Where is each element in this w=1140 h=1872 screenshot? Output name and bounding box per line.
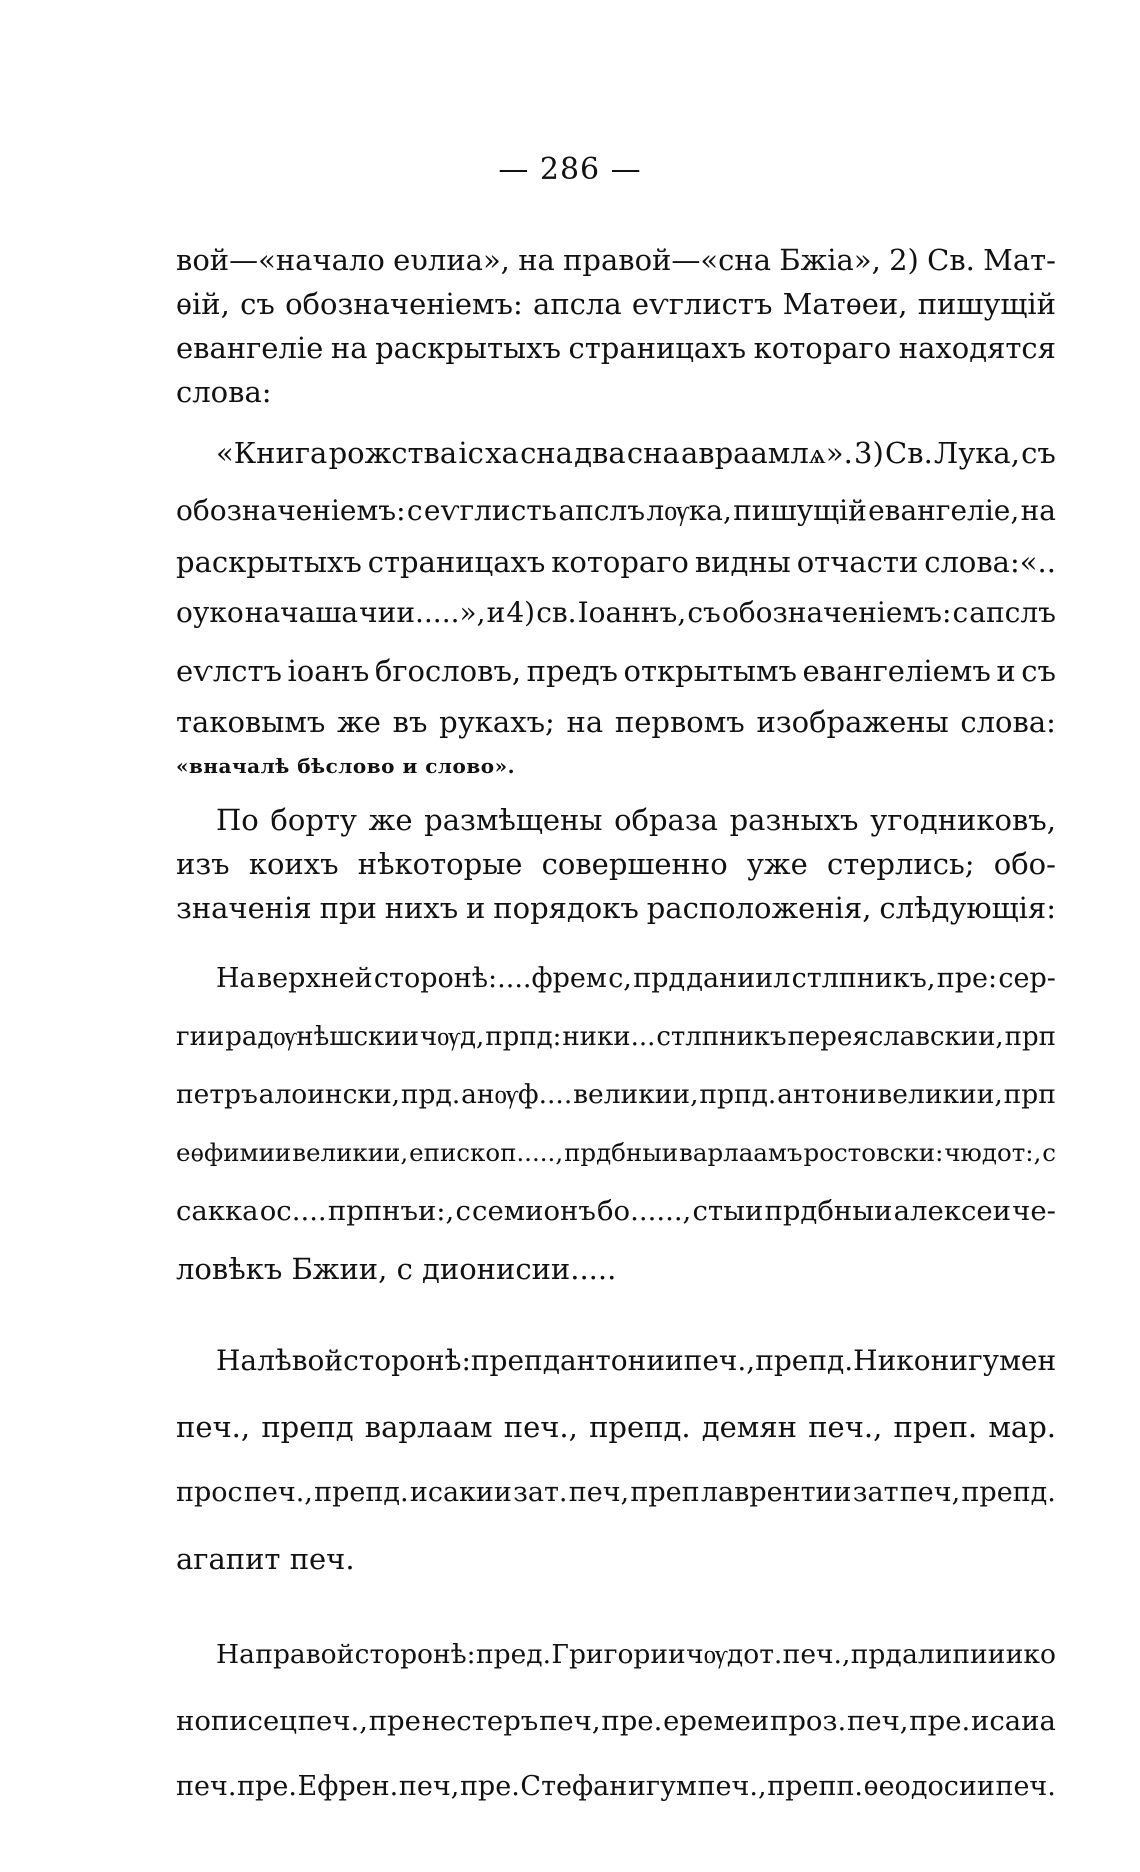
text-word: страницахъ xyxy=(367,545,546,579)
text-word: раскрытыхъ xyxy=(375,331,561,365)
text-word: мар. xyxy=(988,1410,1056,1444)
text-word: Мат- xyxy=(983,243,1056,277)
text-word: Св. xyxy=(927,243,975,277)
text-word: великии, xyxy=(573,1079,699,1110)
text-line xyxy=(176,282,1056,326)
text-line xyxy=(176,1008,1056,1066)
text-word: изъ xyxy=(176,847,230,881)
text-word: правой—«сна xyxy=(563,243,771,277)
text-word: бо......, xyxy=(597,1195,692,1227)
text-line xyxy=(176,238,1056,282)
text-word: петръ xyxy=(176,1079,258,1110)
text-word: Лука, xyxy=(934,436,1020,470)
text-word: котораго xyxy=(551,545,689,579)
text-word: еυлиа», xyxy=(393,243,510,277)
text-word: слѣдующія: xyxy=(879,891,1056,925)
text-word: На xyxy=(216,1639,255,1670)
text-word: еѳфимии xyxy=(176,1138,292,1167)
text-word: печ, xyxy=(398,1771,460,1802)
text-word: на xyxy=(566,705,604,739)
text-word: евангеліе, xyxy=(868,494,1020,527)
text-line xyxy=(176,1460,1056,1526)
text-word: прп xyxy=(1003,1079,1056,1110)
text-word: анѹф.... xyxy=(461,1079,573,1110)
text-word: прдбныи xyxy=(764,1195,893,1227)
text-line xyxy=(176,1124,1056,1182)
page-body-text xyxy=(176,238,1056,1820)
text-word: чѹдот. xyxy=(686,1639,783,1670)
text-word: с xyxy=(455,1195,471,1227)
text-word: печ., xyxy=(503,1410,578,1444)
text-word: уже xyxy=(746,847,808,881)
text-line xyxy=(176,540,1056,584)
text-word: порядокъ xyxy=(493,891,639,925)
text-word: стыи xyxy=(692,1195,764,1227)
text-word: препп. xyxy=(767,1771,864,1802)
text-line xyxy=(176,1754,1056,1820)
text-line xyxy=(176,1394,1056,1460)
text-word: рукахъ; xyxy=(439,705,555,739)
text-word: чюдот:, xyxy=(944,1138,1042,1167)
text-word: сна xyxy=(626,436,680,470)
text-word: разныхъ xyxy=(729,803,859,837)
text-word: еѵлстъ xyxy=(176,654,282,688)
text-line: агапит печ. xyxy=(176,1542,355,1576)
text-word: же xyxy=(368,803,413,837)
text-word: печ., xyxy=(808,1410,883,1444)
text-word: прос xyxy=(176,1477,243,1508)
text-word: апсла xyxy=(533,287,622,321)
text-word: Бжіа», xyxy=(779,243,881,277)
text-word: сторонѣ: xyxy=(343,1344,471,1377)
text-line xyxy=(176,842,1056,886)
text-word: ростовски: xyxy=(803,1138,944,1167)
text-word: видны xyxy=(694,545,791,579)
text-word: стлпникъ, xyxy=(791,963,936,994)
text-word: образа xyxy=(614,803,718,837)
text-word: пишущій xyxy=(917,287,1056,321)
text-word: печ., xyxy=(176,1410,251,1444)
text-word: іс xyxy=(458,436,484,470)
text-word: котораго xyxy=(753,331,892,365)
text-word: верхней xyxy=(256,963,373,994)
text-word: стерлись; xyxy=(826,847,975,881)
text-word: таковымъ xyxy=(176,705,326,739)
text-word: расположенія, xyxy=(646,891,872,925)
text-word: Никон xyxy=(853,1344,950,1377)
text-word: значенія xyxy=(176,891,312,925)
text-word: лѣвой xyxy=(257,1344,344,1377)
text-word: ха xyxy=(485,436,519,470)
text-word: обо- xyxy=(993,847,1056,881)
text-word: страницахъ xyxy=(568,331,747,365)
text-word: че- xyxy=(1012,1195,1056,1227)
text-word: два xyxy=(574,436,626,470)
text-word: зат xyxy=(852,1477,899,1508)
text-word: ос.... xyxy=(259,1195,327,1227)
text-word: демян xyxy=(701,1410,797,1444)
text-word: правой xyxy=(255,1639,355,1670)
text-word: изображены xyxy=(756,705,949,739)
text-word: препд. xyxy=(961,1477,1056,1508)
text-word: отчасти xyxy=(796,545,919,579)
text-line xyxy=(176,886,1056,930)
text-word: На xyxy=(216,1344,258,1377)
text-word: На xyxy=(216,963,256,994)
text-word: «Книга xyxy=(216,436,328,470)
text-word: начаша xyxy=(244,596,359,629)
text-word: первомъ xyxy=(614,705,745,739)
text-word: ники... xyxy=(562,1022,656,1052)
text-line: слова: xyxy=(176,375,272,409)
text-word: іоанъ xyxy=(287,654,370,688)
text-word: сакка xyxy=(176,1195,259,1227)
text-word: пишущій xyxy=(733,494,867,527)
text-word: ѳеодосии xyxy=(863,1771,995,1802)
text-word: печ. xyxy=(176,1771,237,1802)
text-word: печ., xyxy=(297,1705,368,1737)
text-word: съ xyxy=(687,596,721,629)
text-word: Григории xyxy=(551,1639,686,1670)
text-word: антонии xyxy=(559,1344,684,1377)
text-word: с, xyxy=(608,963,632,994)
text-line xyxy=(176,950,1056,1008)
text-word: с xyxy=(1042,1138,1056,1167)
text-word: съ xyxy=(1021,654,1056,688)
text-word: радѹнѣшскии xyxy=(225,1022,419,1052)
text-line: ловѣкъ Бжии, с дионисии..... xyxy=(176,1252,617,1286)
text-word: великии, xyxy=(877,1079,1003,1110)
text-word: Іоаннъ, xyxy=(577,596,687,629)
text-word: лаврентии xyxy=(700,1477,852,1508)
text-word: пре. xyxy=(909,1705,971,1737)
text-word: препд xyxy=(470,1344,560,1377)
text-line xyxy=(176,424,1056,482)
text-word: прпд. xyxy=(699,1079,777,1110)
text-word: угодниковъ, xyxy=(870,803,1056,837)
text-line xyxy=(176,1622,1056,1688)
text-word: сна xyxy=(520,436,573,470)
text-line xyxy=(176,798,1056,842)
text-word: пре. xyxy=(237,1771,297,1802)
text-word: 4) xyxy=(506,596,536,629)
text-word: открытымъ xyxy=(623,654,797,688)
text-word: оуко xyxy=(176,596,244,629)
text-word: печ, xyxy=(539,1705,601,1737)
text-word: размѣщены xyxy=(424,803,603,837)
text-line xyxy=(176,1688,1056,1754)
text-word: и xyxy=(996,654,1016,688)
text-word: находятся xyxy=(898,331,1056,365)
text-word: еремеи xyxy=(663,1705,770,1737)
text-word: переяславскии, xyxy=(787,1022,1004,1052)
text-word: еѵглисть xyxy=(423,494,558,527)
text-word: ѳій, xyxy=(176,287,230,321)
text-word: игум xyxy=(627,1771,697,1802)
text-word: сторонѣ: xyxy=(354,1639,476,1670)
text-word: прд. xyxy=(400,1079,461,1110)
text-word: вой—«начало xyxy=(176,243,385,277)
text-line xyxy=(176,1328,1056,1394)
text-word: варлаамъ xyxy=(679,1138,803,1167)
text-word: бгословъ, xyxy=(374,654,522,688)
text-word: Св. xyxy=(885,436,933,470)
text-word: алоински, xyxy=(258,1079,401,1110)
text-word: еѵглистъ xyxy=(631,287,773,321)
text-word: раскрытыхъ xyxy=(176,545,362,579)
text-word: преп. xyxy=(893,1410,978,1444)
text-word: обозначеніемъ: xyxy=(721,596,952,629)
text-word: пре. xyxy=(601,1705,663,1737)
text-line xyxy=(176,1066,1056,1124)
page-number: — 286 — xyxy=(498,152,642,187)
text-word: на xyxy=(330,331,368,365)
text-word: чии.....», xyxy=(359,596,486,629)
text-word: проз. xyxy=(770,1705,847,1737)
text-word: на xyxy=(1020,494,1056,527)
text-word: лѹка, xyxy=(646,494,732,527)
text-word: печ, xyxy=(847,1705,909,1737)
text-word: съ xyxy=(240,287,275,321)
text-word: нѣкоторые xyxy=(357,847,523,881)
text-word: печ., xyxy=(782,1639,851,1670)
text-line xyxy=(176,700,1056,744)
text-word: же xyxy=(337,705,381,739)
text-word: печ. xyxy=(995,1771,1056,1802)
text-word: на xyxy=(518,243,555,277)
text-word: сер- xyxy=(998,963,1056,994)
text-word: варлаам xyxy=(364,1410,493,1444)
text-word: при xyxy=(319,891,377,925)
text-word: обозначеніемъ: xyxy=(176,494,406,527)
text-word: прп xyxy=(1004,1022,1056,1052)
text-word: великии, xyxy=(292,1138,409,1167)
text-word: пре: xyxy=(936,963,998,994)
text-word: авраамлѧ». xyxy=(681,436,853,470)
text-word: алипии xyxy=(902,1639,1006,1670)
text-word: слова:«.. xyxy=(924,545,1056,579)
text-word: прд xyxy=(850,1639,902,1670)
text-line xyxy=(176,482,1056,540)
text-word: Матѳеи, xyxy=(782,287,908,321)
text-line xyxy=(176,1182,1056,1240)
text-word: Стефан xyxy=(520,1771,628,1802)
text-word: с xyxy=(952,596,969,629)
text-word: совершенно xyxy=(541,847,728,881)
text-word: и xyxy=(486,596,506,629)
text-word: зат. xyxy=(513,1477,568,1508)
text-word: ико xyxy=(1005,1639,1056,1670)
text-word: съ xyxy=(1021,436,1056,470)
text-word: По xyxy=(216,803,259,837)
text-word: исакии xyxy=(409,1477,512,1508)
text-word: евангеліемъ xyxy=(802,654,991,688)
text-word: 3) xyxy=(854,436,884,470)
text-word: печ, xyxy=(568,1477,630,1508)
text-word: чѹд, xyxy=(419,1022,485,1052)
text-word: нописец xyxy=(176,1705,297,1737)
text-word: борту xyxy=(270,803,357,837)
text-word: алексеи xyxy=(893,1195,1011,1227)
text-word: печ., xyxy=(683,1344,756,1377)
text-word: пред. xyxy=(475,1639,552,1670)
text-word: нихъ xyxy=(384,891,459,925)
text-word: прпнъи:, xyxy=(327,1195,455,1227)
text-line xyxy=(176,642,1056,700)
text-word: и xyxy=(466,891,486,925)
text-word: печ., xyxy=(697,1771,767,1802)
text-word: слова: xyxy=(960,705,1056,739)
text-word: епископ....., xyxy=(409,1138,564,1167)
text-word: пре. xyxy=(459,1771,520,1802)
text-word: евангеліе xyxy=(176,331,324,365)
text-word: рожства xyxy=(328,436,458,470)
text-word: препд xyxy=(261,1410,354,1444)
text-word: стлпникъ xyxy=(656,1022,787,1052)
text-word: препд. xyxy=(589,1410,691,1444)
text-word: обозначеніемъ: xyxy=(285,287,523,321)
text-word: препд. xyxy=(314,1477,409,1508)
text-line: «вначалѣ бѣслово и слово». xyxy=(176,754,516,778)
text-line xyxy=(176,584,1056,642)
text-line xyxy=(176,326,1056,370)
text-word: препд. xyxy=(755,1344,854,1377)
text-word: Ефрен. xyxy=(297,1771,399,1802)
text-word: с xyxy=(406,494,423,527)
text-word: 2) xyxy=(889,243,919,277)
text-word: апслъ xyxy=(969,596,1056,629)
text-word: печ, xyxy=(899,1477,961,1508)
text-word: печ., xyxy=(243,1477,313,1508)
text-word: исаиа xyxy=(971,1705,1056,1737)
text-word: прпд: xyxy=(485,1022,562,1052)
text-word: даниил xyxy=(686,963,791,994)
text-word: гии xyxy=(176,1022,225,1052)
text-word: семионъ xyxy=(472,1195,596,1227)
text-word: антони xyxy=(777,1079,877,1110)
text-word: преп xyxy=(630,1477,700,1508)
text-word: прдбныи xyxy=(564,1138,679,1167)
text-word: апслъ xyxy=(558,494,646,527)
text-word: коихъ xyxy=(248,847,339,881)
text-word: игумен xyxy=(949,1344,1056,1377)
text-word: пре xyxy=(368,1705,421,1737)
text-word: сторонѣ:....фрем xyxy=(373,963,607,994)
text-word: прд xyxy=(633,963,686,994)
text-word: св. xyxy=(536,596,577,629)
text-word: предъ xyxy=(526,654,619,688)
text-word: нестеръ xyxy=(421,1705,539,1737)
text-word: въ xyxy=(392,705,428,739)
